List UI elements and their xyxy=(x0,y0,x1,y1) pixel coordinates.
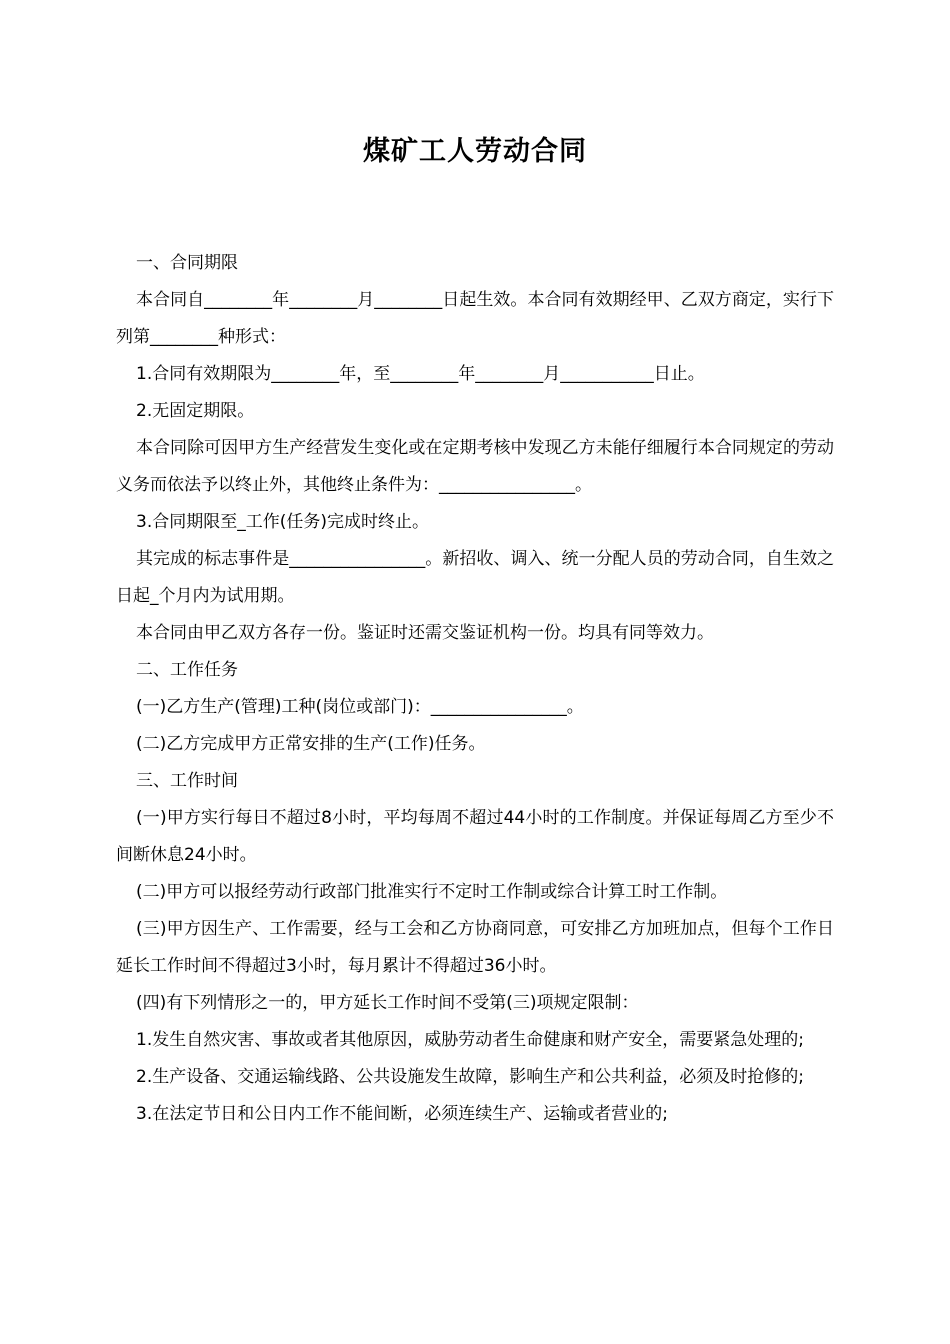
paragraph-exception-1: 1.发生自然灾害、事故或者其他原因，威胁劳动者生命健康和财产安全，需要紧急处理的; xyxy=(136,1030,804,1050)
paragraph-work-type: (一)乙方生产(管理)工种(岗位或部门)：________________。 xyxy=(136,697,584,717)
section-heading-work-hours: 三、工作时间 xyxy=(136,771,238,791)
paragraph-hours-4: (四)有下列情形之一的，甲方延长工作时间不受第(三)项规定限制： xyxy=(136,993,639,1013)
paragraph-hours-2: (二)甲方可以报经劳动行政部门批准实行不定时工作制或综合计算工时工作制。 xyxy=(136,882,728,902)
paragraph-hours-1: (一)甲方实行每日不超过8小时，平均每周不超过44小时的工作制度。并保证每周乙方至少不间断休息24小时。 xyxy=(116,808,834,865)
paragraph-exception-3: 3.在法定节日和公日内工作不能间断，必须连续生产、运输或者营业的; xyxy=(136,1104,668,1124)
section-heading-work-tasks: 二、工作任务 xyxy=(136,660,238,680)
paragraph-complete-tasks: (二)乙方完成甲方正常安排的生产(工作)任务。 xyxy=(136,734,486,754)
paragraph-term-option-1: 1.合同有效期限为________年，至________年________月___________日止。 xyxy=(136,364,705,384)
paragraph-term-option-3: 3.合同期限至_工作(任务)完成时终止。 xyxy=(136,512,429,532)
paragraph-exception-2: 2.生产设备、交通运输线路、公共设施发生故障，影响生产和公共利益，必须及时抢修的; xyxy=(136,1067,804,1087)
document-body xyxy=(116,245,834,1133)
paragraph-hours-3: (三)甲方因生产、工作需要，经与工会和乙方协商同意，可安排乙方加班加点，但每个工作日延长工作时间不得超过3小时，每月累计不得超过36小时。 xyxy=(116,919,834,976)
paragraph-termination-conditions: 本合同除可因甲方生产经营发生变化或在定期考核中发现乙方未能仔细履行本合同规定的劳动义务而依法予以终止外，其他终止条件为：________________。 xyxy=(116,438,834,495)
section-heading-contract-term: 一、合同期限 xyxy=(136,253,238,273)
paragraph-effective-date: 本合同自________年________月________日起生效。本合同有效期经甲、乙双方商定，实行下列第________种形式： xyxy=(116,290,834,347)
paragraph-copies: 本合同由甲乙双方各存一份。鉴证时还需交鉴证机构一份。均具有同等效力。 xyxy=(136,623,714,643)
paragraph-completion-event: 其完成的标志事件是________________。新招收、调入、统一分配人员的劳动合同，自生效之日起_个月内为试用期。 xyxy=(116,549,834,606)
paragraph-term-option-2: 2.无固定期限。 xyxy=(136,401,255,421)
document-title: 煤矿工人劳动合同 xyxy=(363,136,587,167)
